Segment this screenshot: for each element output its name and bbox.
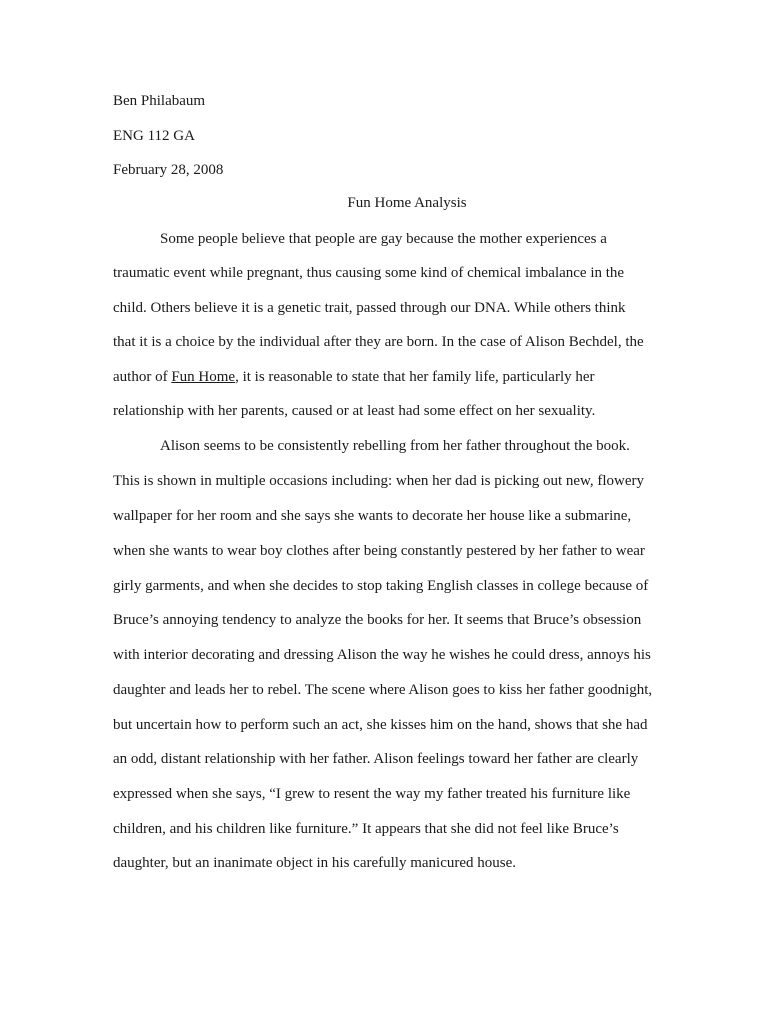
paragraph-line: traumatic event while pregnant, thus causing some kind of chemical imbalance in the (113, 265, 625, 281)
course-code: ENG 112 GA (113, 128, 195, 144)
paragraph-line: This is shown in multiple occasions including: when her dad is picking out new, flowery (113, 473, 645, 489)
text-segment: , it is reasonable to state that her family life, particularly her (235, 369, 595, 385)
paragraph-line: girly garments, and when she decides to stop taking English classes in college because of (113, 578, 649, 594)
paragraph-line: an odd, distant relationship with her father. Alison feelings toward her father are clearly (113, 751, 639, 767)
paragraph-line: children, and his children like furniture.” It appears that she did not feel like Bruce’s (113, 821, 619, 837)
paragraph-line: when she wants to wear boy clothes after being constantly pestered by her father to wear (113, 543, 645, 559)
paragraph-line: daughter and leads her to rebel. The scene where Alison goes to kiss her father goodnight, (113, 682, 653, 698)
paragraph-line: Alison seems to be consistently rebelling from her father throughout the book. (160, 438, 630, 454)
paragraph-line: relationship with her parents, caused or at least had some effect on her sexuality. (113, 403, 596, 419)
paragraph-line: Some people believe that people are gay because the mother experiences a (160, 231, 607, 247)
essay-title: Fun Home Analysis (347, 195, 467, 211)
paragraph-line: with interior decorating and dressing Alison the way he wishes he could dress, annoys his (113, 647, 651, 663)
paragraph-line: daughter, but an inanimate object in his carefully manicured house. (113, 855, 517, 871)
paragraph-line (113, 367, 595, 387)
paragraph-line: child. Others believe it is a genetic trait, passed through our DNA. While others think (113, 300, 626, 316)
author-name: Ben Philabaum (113, 93, 206, 109)
paragraph-line: but uncertain how to perform such an act, she kisses him on the hand, shows that she had (113, 717, 648, 733)
paragraph-line: that it is a choice by the individual after they are born. In the case of Alison Bechdel, the (113, 334, 644, 350)
book-title: Fun Home (171, 369, 236, 385)
paragraph-line: Bruce’s annoying tendency to analyze the books for her. It seems that Bruce’s obsession (113, 612, 642, 628)
text-segment: author of (113, 369, 172, 385)
paragraph-line: wallpaper for her room and she says she wants to decorate her house like a submarine, (113, 508, 632, 524)
paragraph-line: expressed when she says, “I grew to resent the way my father treated his furniture like (113, 786, 631, 802)
essay-date: February 28, 2008 (113, 162, 224, 178)
